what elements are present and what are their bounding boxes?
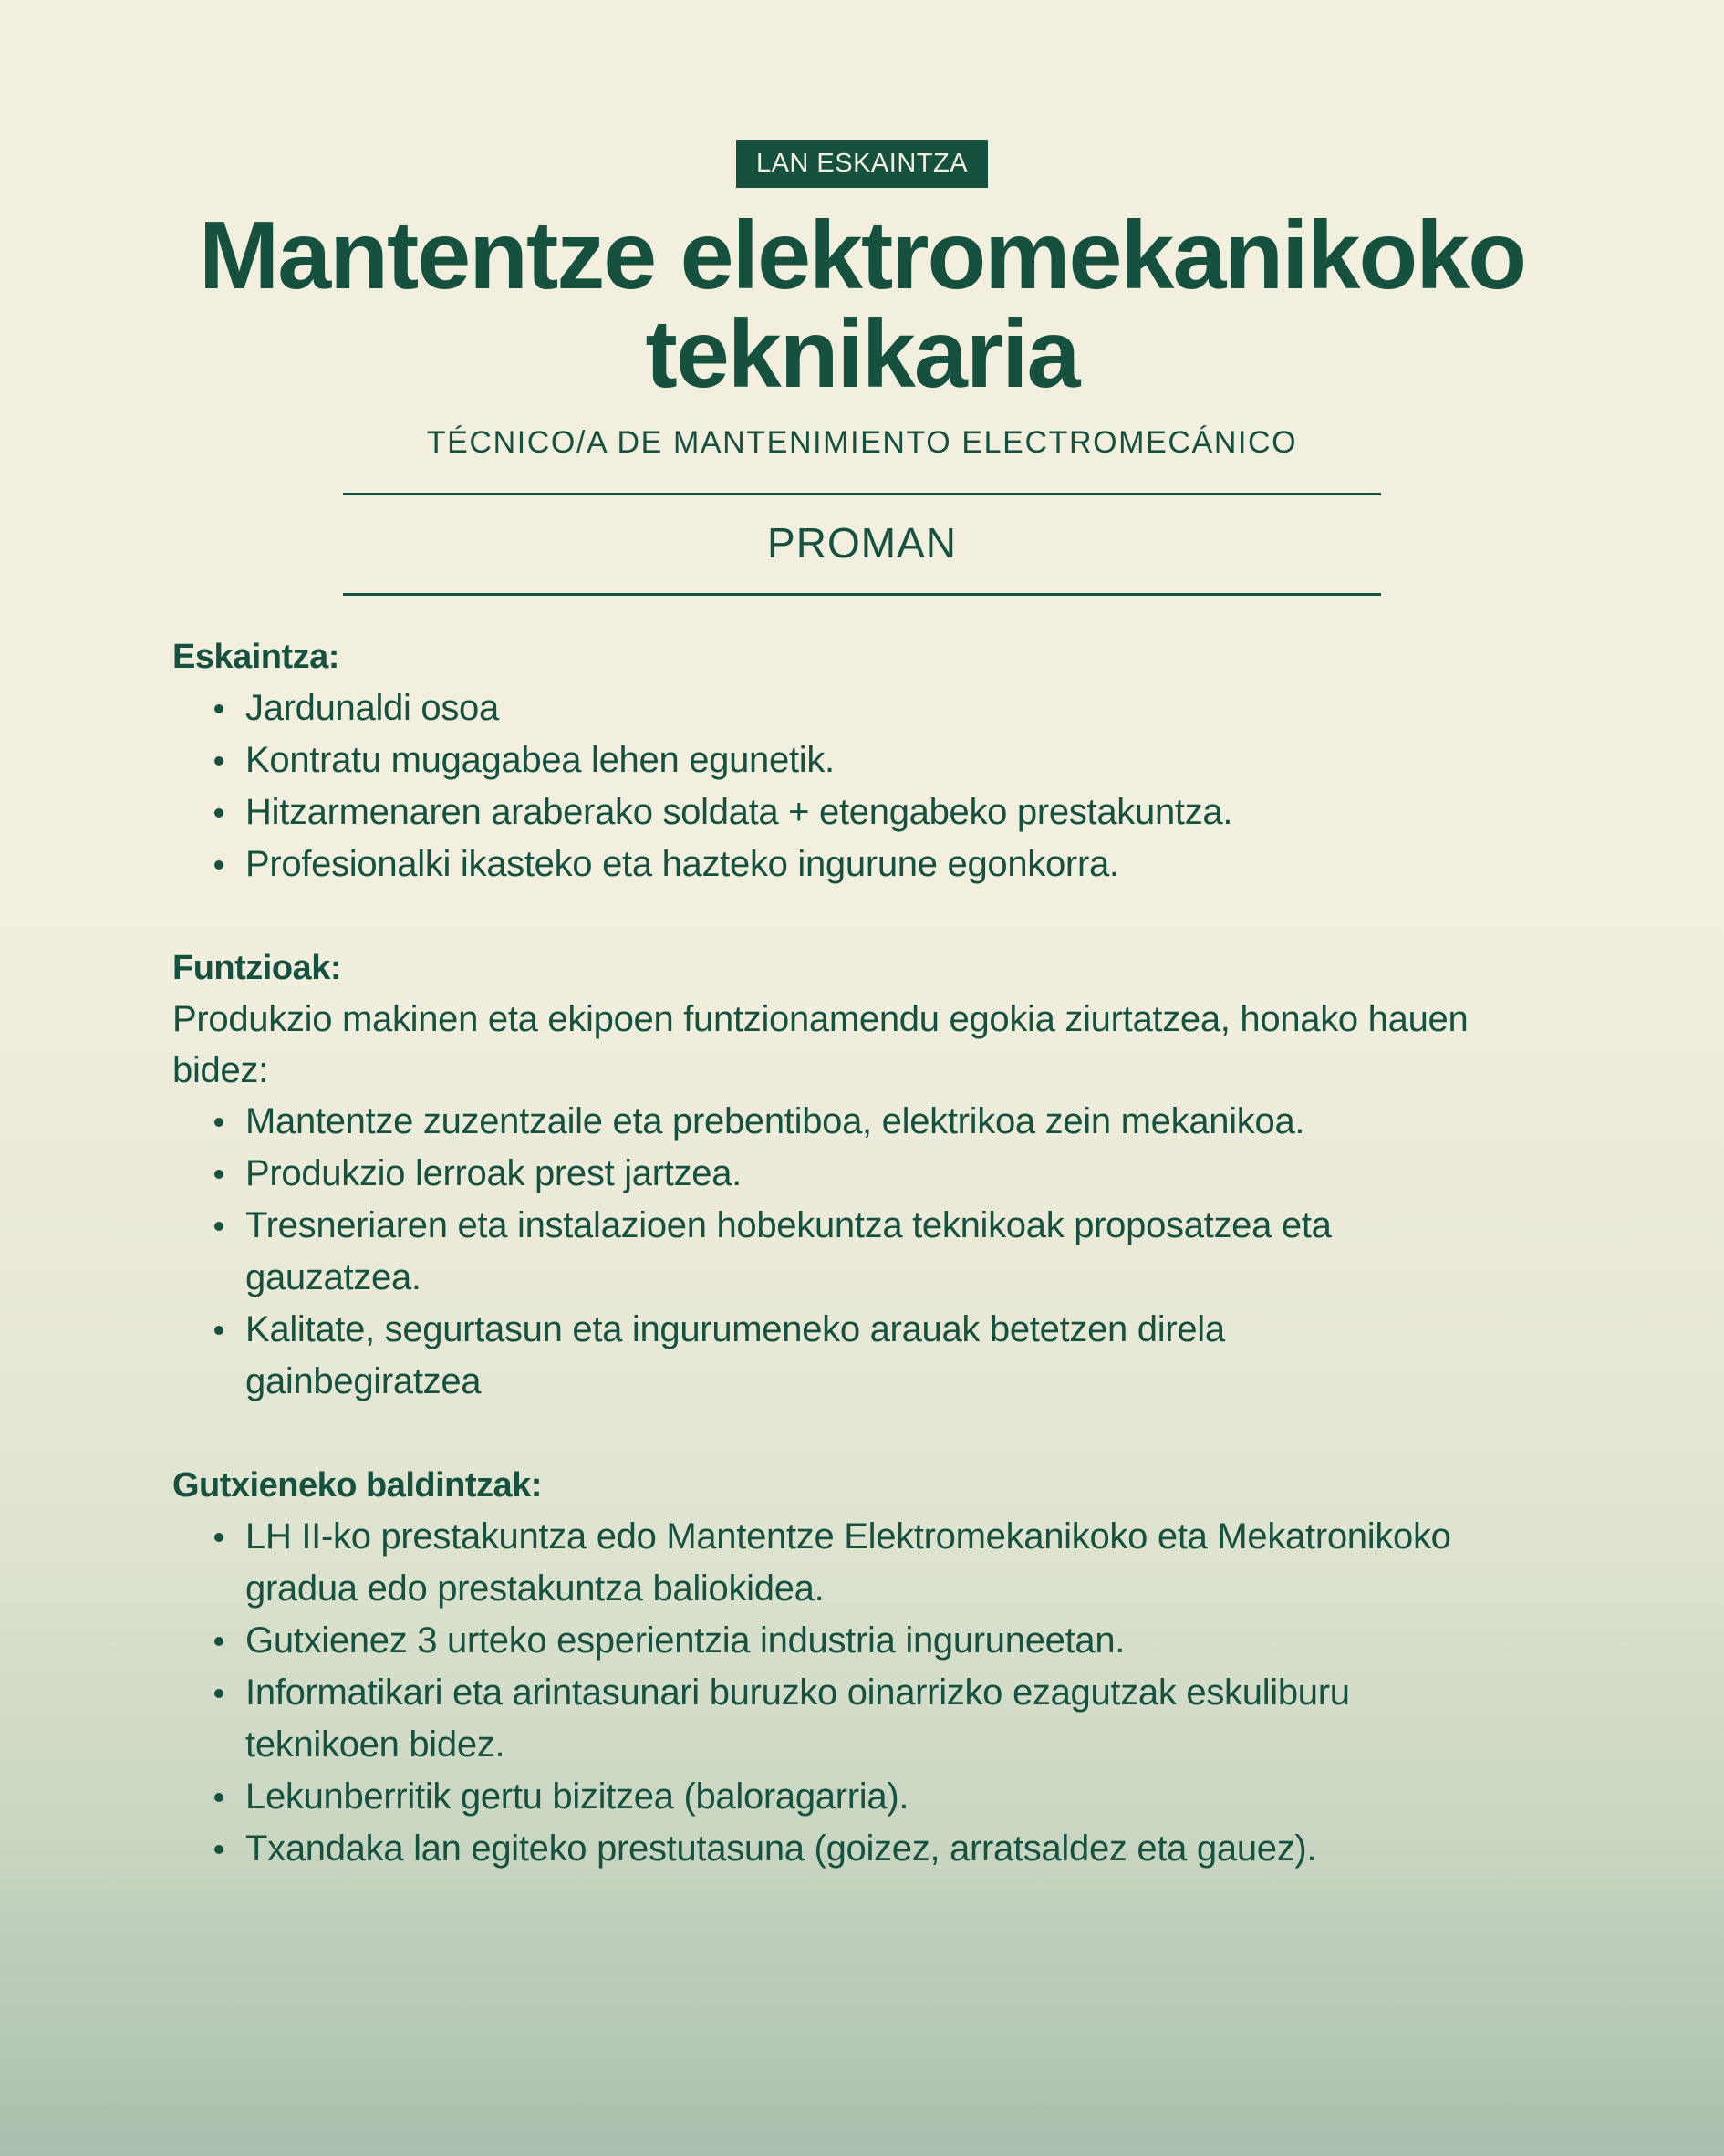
bullet-icon bbox=[214, 1170, 223, 1179]
section-heading: Eskaintza: bbox=[172, 638, 339, 676]
section-functions bbox=[172, 943, 1577, 1408]
bullet-icon bbox=[214, 1793, 223, 1802]
bullet-icon bbox=[214, 1689, 223, 1698]
section-requirements bbox=[172, 1460, 1577, 1875]
bullet-icon bbox=[214, 1222, 223, 1231]
page-title bbox=[0, 202, 1724, 408]
section-heading: Funtzioak: bbox=[172, 949, 341, 987]
offer-list bbox=[172, 682, 1577, 891]
list-item-text: Lekunberritik gertu bizitzea (baloragarria). bbox=[245, 1776, 909, 1817]
list-item-text: Kalitate, segurtasun eta ingurumeneko arauak betetzen direla gainbegiratzea bbox=[245, 1309, 1225, 1401]
bullet-icon bbox=[214, 808, 223, 818]
functions-intro: Produkzio makinen eta ekipoen funtzionamendu egokia ziurtatzea, honako hauen bidez: bbox=[172, 999, 1469, 1090]
list-item bbox=[172, 1511, 1486, 1615]
list-item bbox=[172, 1096, 1449, 1148]
title-line-2: teknikaria bbox=[645, 300, 1079, 408]
list-item-text: Profesionalki ikasteko eta hazteko ingurune egonkorra. bbox=[245, 844, 1119, 884]
spanish-subtitle: TÉCNICO/A DE MANTENIMIENTO ELECTROMECÁNICO bbox=[426, 425, 1298, 460]
functions-list bbox=[172, 1096, 1449, 1408]
bullet-icon bbox=[214, 704, 223, 713]
title-line-1: Mantentze elektromekanikoko bbox=[198, 202, 1525, 309]
list-item bbox=[172, 1667, 1486, 1771]
list-item-text: Gutxienez 3 urteko esperientzia industria inguruneetan. bbox=[245, 1620, 1126, 1661]
list-item-text: Tresneriaren eta instalazioen hobekuntza teknikoak proposatzea eta gauzatzea. bbox=[245, 1205, 1332, 1297]
content-body bbox=[172, 631, 1577, 1927]
list-item bbox=[172, 786, 1577, 838]
bullet-icon bbox=[214, 1118, 223, 1127]
list-item-text: Produkzio lerroak prest jartzea. bbox=[245, 1153, 742, 1193]
bullet-icon bbox=[214, 1326, 223, 1335]
list-item bbox=[172, 1615, 1486, 1667]
list-item bbox=[172, 1148, 1449, 1200]
bullet-icon bbox=[214, 756, 223, 766]
bullet-icon bbox=[214, 1845, 223, 1854]
list-item bbox=[172, 682, 1577, 734]
divider-bottom bbox=[343, 593, 1381, 596]
divider-top bbox=[343, 493, 1381, 495]
list-item bbox=[172, 1304, 1449, 1408]
list-item bbox=[172, 1823, 1486, 1875]
company-name: PROMAN bbox=[767, 519, 957, 567]
bullet-icon bbox=[214, 1533, 223, 1542]
section-offer bbox=[172, 631, 1577, 891]
list-item-text: Hitzarmenaren araberako soldata + etengabeko prestakuntza. bbox=[245, 792, 1233, 832]
requirements-list bbox=[172, 1511, 1486, 1875]
list-item bbox=[172, 838, 1577, 891]
list-item-text: Txandaka lan egiteko prestutasuna (goizez, arratsaldez eta gauez). bbox=[245, 1828, 1317, 1869]
list-item-text: Mantentze zuzentzaile eta prebentiboa, elektrikoa zein mekanikoa. bbox=[245, 1101, 1305, 1141]
list-item-text: Jardunaldi osoa bbox=[245, 688, 499, 728]
list-item-text: Informatikari eta arintasunari buruzko oinarrizko ezagutzak eskuliburu teknikoen bidez. bbox=[245, 1672, 1350, 1765]
list-item bbox=[172, 1200, 1449, 1304]
list-item-text: LH II-ko prestakuntza edo Mantentze Elektromekanikoko eta Mekatronikoko gradua edo prestakuntza baliokidea. bbox=[245, 1516, 1451, 1609]
list-item-text: Kontratu mugagabea lehen egunetik. bbox=[245, 740, 835, 780]
bullet-icon bbox=[214, 860, 223, 870]
list-item bbox=[172, 1771, 1486, 1823]
bullet-icon bbox=[214, 1637, 223, 1646]
job-offer-badge: LAN ESKAINTZA bbox=[736, 140, 988, 188]
badge-container bbox=[0, 140, 1724, 188]
list-item bbox=[172, 734, 1577, 786]
section-heading: Gutxieneko baldintzak: bbox=[172, 1466, 542, 1505]
